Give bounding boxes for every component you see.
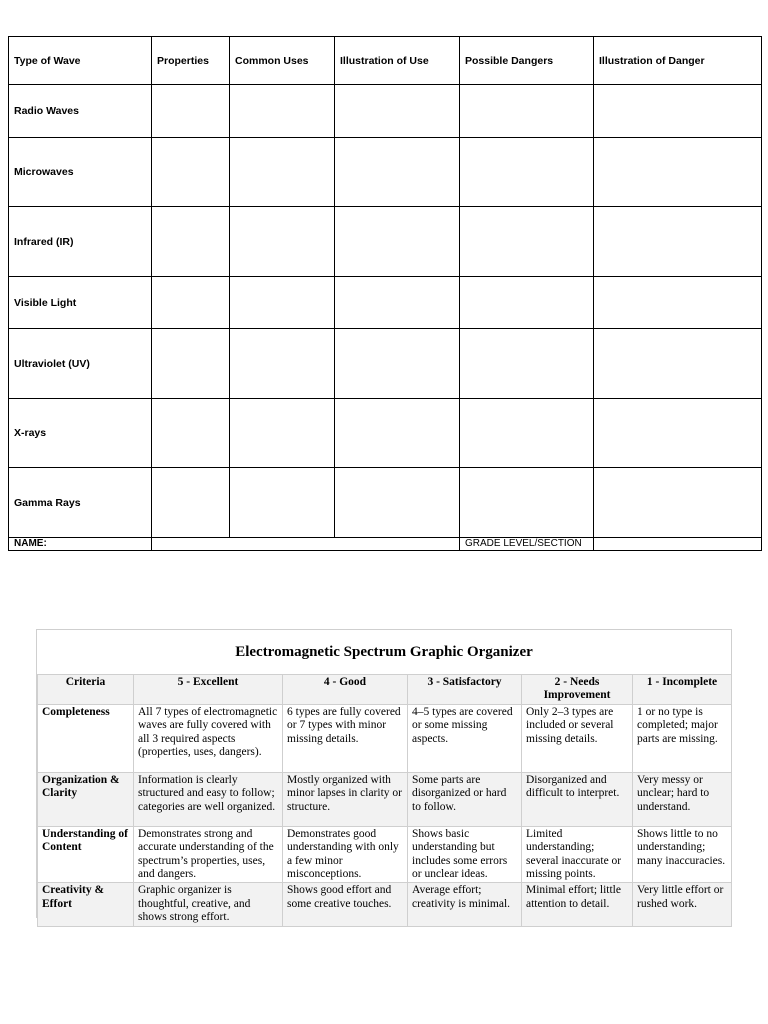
header-properties: Properties [152, 37, 230, 85]
rubric-row-understanding [38, 826, 732, 883]
blank-cell[interactable] [594, 85, 762, 138]
rubric-cell: Some parts are disorganized or hard to follow. [408, 772, 522, 826]
rubric-cell: Disorganized and difficult to interpret. [522, 772, 633, 826]
wave-row-xrays [9, 399, 762, 468]
wave-organizer-table [8, 36, 762, 551]
blank-cell[interactable] [335, 329, 460, 399]
blank-cell[interactable] [594, 207, 762, 277]
rubric-criteria: Organization & Clarity [38, 772, 134, 826]
rubric-cell: Shows basic understanding but includes some errors or unclear ideas. [408, 826, 522, 883]
blank-cell[interactable] [335, 399, 460, 468]
grade-level-field[interactable] [594, 538, 762, 551]
rubric-criteria: Completeness [38, 704, 134, 772]
rubric-cell: Shows little to no understanding; many inaccuracies. [633, 826, 732, 883]
rubric-cell: Shows good effort and some creative touches. [283, 883, 408, 926]
blank-cell[interactable] [460, 138, 594, 207]
wave-label: Gamma Rays [9, 468, 152, 538]
blank-cell[interactable] [335, 277, 460, 329]
header-possible-dangers: Possible Dangers [460, 37, 594, 85]
blank-cell[interactable] [594, 468, 762, 538]
blank-cell[interactable] [152, 207, 230, 277]
blank-cell[interactable] [335, 207, 460, 277]
blank-cell[interactable] [460, 329, 594, 399]
blank-cell[interactable] [230, 468, 335, 538]
name-label: NAME: [9, 538, 152, 551]
blank-cell[interactable] [230, 399, 335, 468]
rubric-header-criteria: Criteria [38, 675, 134, 705]
rubric-cell: Limited understanding; several inaccurate or missing points. [522, 826, 633, 883]
blank-cell[interactable] [460, 277, 594, 329]
rubric-header-row [38, 675, 732, 705]
rubric-cell: Minimal effort; little attention to detail. [522, 883, 633, 926]
blank-cell[interactable] [230, 138, 335, 207]
rubric-header-needs-improvement: 2 - Needs Improvement [522, 675, 633, 705]
rubric-cell: Very messy or unclear; hard to understand. [633, 772, 732, 826]
rubric-cell: 4–5 types are covered or some missing aspects. [408, 704, 522, 772]
name-field[interactable] [152, 538, 460, 551]
name-grade-row [9, 538, 762, 551]
blank-cell[interactable] [230, 207, 335, 277]
rubric-header-satisfactory: 3 - Satisfactory [408, 675, 522, 705]
blank-cell[interactable] [152, 85, 230, 138]
blank-cell[interactable] [230, 277, 335, 329]
rubric-criteria: Understanding of Content [38, 826, 134, 883]
wave-row-infrared [9, 207, 762, 277]
blank-cell[interactable] [594, 329, 762, 399]
blank-cell[interactable] [460, 399, 594, 468]
rubric-row-creativity [38, 883, 732, 926]
blank-cell[interactable] [335, 85, 460, 138]
rubric-title: Electromagnetic Spectrum Graphic Organizer [235, 643, 533, 660]
blank-cell[interactable] [335, 468, 460, 538]
rubric-container [36, 629, 732, 924]
rubric-cell: Very little effort or rushed work. [633, 883, 732, 926]
blank-cell[interactable] [152, 329, 230, 399]
rubric-row-organization [38, 772, 732, 826]
wave-row-ultraviolet [9, 329, 762, 399]
blank-cell[interactable] [594, 138, 762, 207]
rubric-cell: Mostly organized with minor lapses in clarity or structure. [283, 772, 408, 826]
rubric-header-excellent: 5 - Excellent [134, 675, 283, 705]
rubric-cell: Graphic organizer is thoughtful, creative, and shows strong effort. [134, 883, 283, 926]
rubric-table [37, 674, 732, 927]
blank-cell[interactable] [230, 329, 335, 399]
wave-row-gamma [9, 468, 762, 538]
header-common-uses: Common Uses [230, 37, 335, 85]
blank-cell[interactable] [594, 277, 762, 329]
wave-label: Infrared (IR) [9, 207, 152, 277]
wave-row-microwaves [9, 138, 762, 207]
rubric-header-incomplete: 1 - Incomplete [633, 675, 732, 705]
wave-row-radio [9, 85, 762, 138]
organizer-header-row [9, 37, 762, 85]
header-type-of-wave: Type of Wave [9, 37, 152, 85]
rubric-cell: Information is clearly structured and easy to follow; categories are well organized. [134, 772, 283, 826]
header-illustration-of-use: Illustration of Use [335, 37, 460, 85]
rubric-cell: Demonstrates strong and accurate understanding of the spectrum’s properties, uses, and dangers. [134, 826, 283, 883]
grade-level-label: GRADE LEVEL/SECTION [460, 538, 594, 551]
rubric-header-good: 4 - Good [283, 675, 408, 705]
wave-label: Visible Light [9, 277, 152, 329]
rubric-cell: Average effort; creativity is minimal. [408, 883, 522, 926]
wave-label: Radio Waves [9, 85, 152, 138]
rubric-criteria: Creativity & Effort [38, 883, 134, 926]
rubric-cell: All 7 types of electromagnetic waves are fully covered with all 3 required aspects (properties, uses, dangers). [134, 704, 283, 772]
wave-label: Ultraviolet (UV) [9, 329, 152, 399]
rubric-cell: Only 2–3 types are included or several missing details. [522, 704, 633, 772]
header-illustration-of-danger: Illustration of Danger [594, 37, 762, 85]
rubric-cell: 6 types are fully covered or 7 types with minor missing details. [283, 704, 408, 772]
blank-cell[interactable] [335, 138, 460, 207]
blank-cell[interactable] [460, 207, 594, 277]
blank-cell[interactable] [594, 399, 762, 468]
blank-cell[interactable] [152, 138, 230, 207]
wave-label: Microwaves [9, 138, 152, 207]
blank-cell[interactable] [152, 468, 230, 538]
blank-cell[interactable] [230, 85, 335, 138]
blank-cell[interactable] [460, 468, 594, 538]
blank-cell[interactable] [152, 277, 230, 329]
wave-label: X-rays [9, 399, 152, 468]
wave-row-visible-light [9, 277, 762, 329]
rubric-cell: Demonstrates good understanding with only a few minor misconceptions. [283, 826, 408, 883]
rubric-row-completeness [38, 704, 732, 772]
rubric-cell: 1 or no type is completed; major parts are missing. [633, 704, 732, 772]
blank-cell[interactable] [152, 399, 230, 468]
blank-cell[interactable] [460, 85, 594, 138]
